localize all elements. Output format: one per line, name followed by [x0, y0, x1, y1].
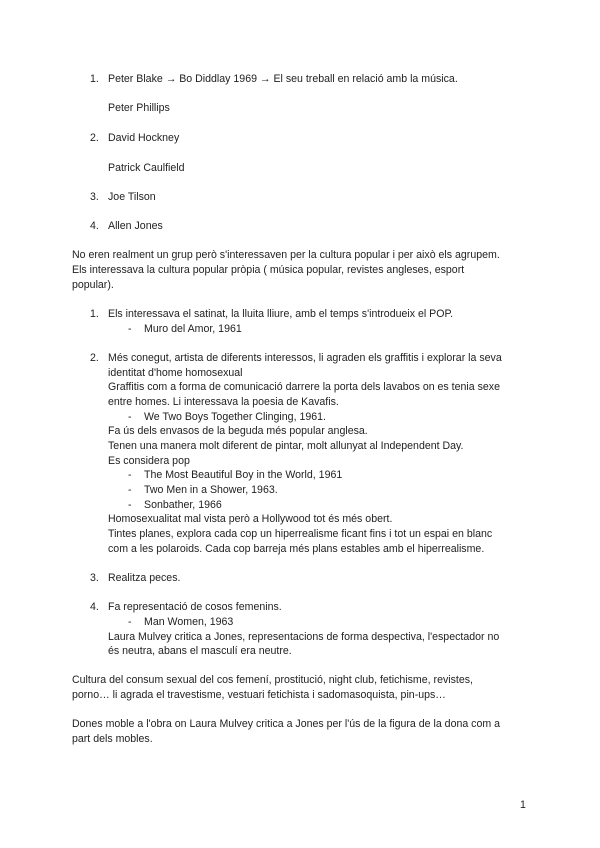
list-number: 1. — [90, 73, 99, 85]
list-item-text: Els interessava el satinat, la lluita lliure, amb el temps s'introdueix el POP. — [108, 308, 454, 320]
bullet-dash: - — [128, 484, 132, 496]
list-subitem-patrick-caulfield: Patrick Caulfield — [108, 162, 185, 174]
list-number: 2. — [90, 132, 99, 144]
artwork-title: Muro del Amor, 1961 — [144, 323, 242, 335]
list-item-text: entre homes. Li interessava la poesia de Kavafis. — [108, 396, 339, 408]
artwork-title: The Most Beautiful Boy in the World, 1961 — [144, 469, 343, 481]
list-item-text: com a les polaroids. Cada cop barreja més plans estables amb el hiperrealisme. — [108, 543, 485, 555]
list-item-text: Graffitis com a forma de comunicació darrere la porta dels lavabos on es tenia sexe — [108, 381, 500, 393]
list-subitem-peter-phillips: Peter Phillips — [108, 102, 170, 114]
list-item-joe-tilson: Joe Tilson — [108, 191, 156, 203]
paragraph-line: Cultura del consum sexual del cos femení, prostitució, night club, fetichisme, revistes, — [72, 674, 473, 686]
list-item-allen-jones: Allen Jones — [108, 220, 163, 232]
list-item-text: Tenen una manera molt diferent de pintar, molt allunyat al Independent Day. — [108, 440, 464, 452]
paragraph-line: No eren realment un grup però s'interessaven per la cultura popular i per això els agrupem. — [72, 249, 500, 261]
artwork-title: Two Men in a Shower, 1963. — [144, 484, 278, 496]
list-item-text: identitat d'home homosexual — [108, 367, 243, 379]
page-number: 1 — [520, 799, 526, 811]
list-item-text: Fa representació de cosos femenins. — [108, 601, 282, 613]
list-number: 1. — [90, 308, 99, 320]
list-item-text: és neutra, abans el masculí era neutre. — [108, 645, 292, 657]
paragraph-line: porno… li agrada el travestisme, vestuari fetichista i sadomasoquista, pin-ups… — [72, 689, 446, 701]
list-item-text: Fa ús dels envasos de la beguda més popular anglesa. — [108, 425, 368, 437]
list-item-text: Homosexualitat mal vista però a Hollywood tot és més obert. — [108, 513, 393, 525]
list-number: 3. — [90, 191, 99, 203]
paragraph-line: part dels mobles. — [72, 733, 153, 745]
paragraph-line: Dones moble a l'obra on Laura Mulvey critica a Jones per l'ús de la figura de la dona com a — [72, 718, 501, 730]
list-item-david-hockney: David Hockney — [108, 132, 180, 144]
list-item-peter-blake: Peter Blake → Bo Diddlay 1969 → El seu treball en relació amb la música. — [108, 73, 458, 85]
bullet-dash: - — [128, 323, 132, 335]
list-number: 4. — [90, 220, 99, 232]
list-number: 4. — [90, 601, 99, 613]
paragraph-line: popular). — [72, 279, 114, 291]
bullet-dash: - — [128, 469, 132, 481]
bullet-dash: - — [128, 616, 132, 628]
list-item-text: Es considera pop — [108, 455, 190, 467]
bullet-dash: - — [128, 411, 132, 423]
list-item-text: Més conegut, artista de diferents interessos, li agraden els graffitis i explorar la seva — [108, 352, 502, 364]
list-number: 3. — [90, 572, 99, 584]
list-number: 2. — [90, 352, 99, 364]
artwork-title: We Two Boys Together Clinging, 1961. — [144, 411, 326, 423]
list-item-text: Laura Mulvey critica a Jones, representacions de forma despectiva, l'espectador no — [108, 631, 500, 643]
list-item-text: Realitza peces. — [108, 572, 181, 584]
paragraph-line: Els interessava la cultura popular pròpia ( música popular, revistes angleses, esport — [72, 264, 465, 276]
artwork-title: Sonbather, 1966 — [144, 499, 222, 511]
list-item-text: Tintes planes, explora cada cop un hiperrealisme ficant fins i tot un espai en blanc — [108, 528, 493, 540]
artwork-title: Man Women, 1963 — [144, 616, 234, 628]
bullet-dash: - — [128, 499, 132, 511]
